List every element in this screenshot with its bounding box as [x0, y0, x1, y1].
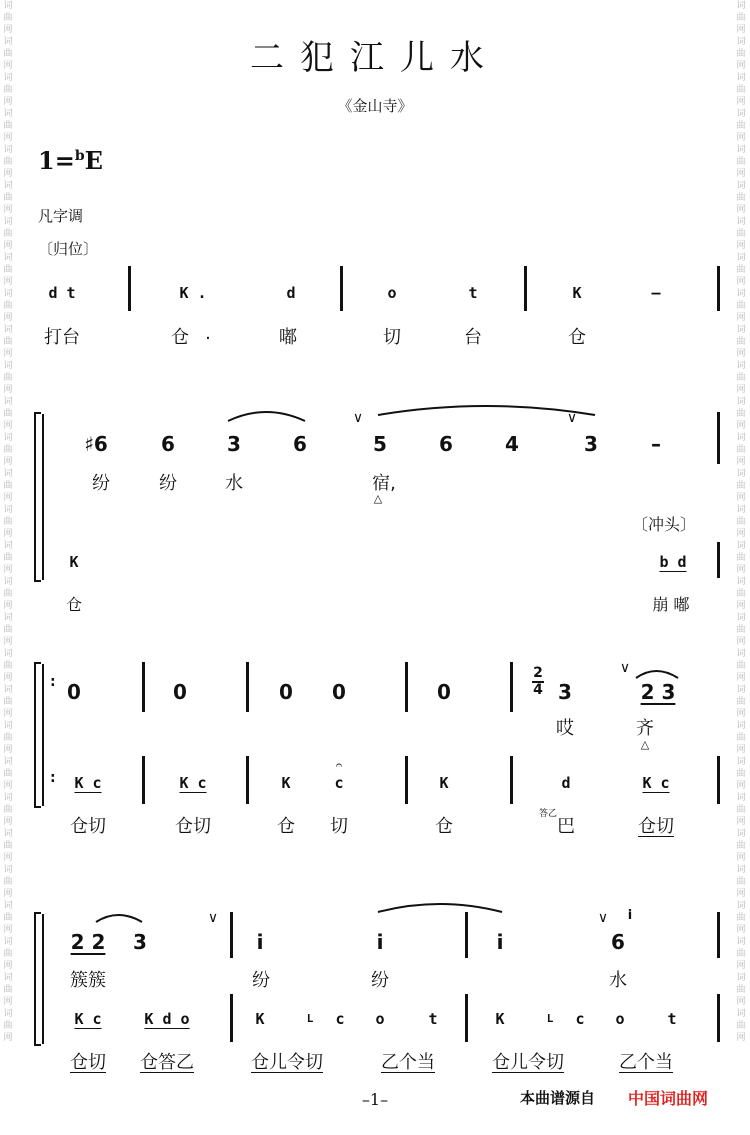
barline: [717, 266, 720, 311]
perc-note: t: [428, 1010, 438, 1028]
perc-note: K d o: [144, 1010, 190, 1028]
perc-note: c: [334, 774, 344, 792]
melody-note: 3: [227, 432, 241, 456]
breath-mark: ∨: [597, 910, 609, 926]
melody-note: i: [496, 930, 504, 954]
perc-note: L: [546, 1012, 554, 1025]
melody-note: 2 3: [640, 680, 676, 704]
barline: [246, 756, 249, 804]
perc-word: 仓: [568, 327, 586, 348]
perc-note: t: [468, 284, 478, 302]
melody-note: –: [651, 432, 661, 456]
perc-note: c: [575, 1010, 585, 1028]
perc-word: 乙个当: [619, 1052, 673, 1073]
perc-note: K c: [74, 774, 102, 792]
perc-note: d: [561, 774, 571, 792]
perc-word: 嘟: [279, 327, 297, 348]
rest: 0: [173, 680, 187, 704]
breath-mark: ∨: [619, 660, 631, 676]
barline: [405, 756, 408, 804]
perc-word: 仓切: [70, 1052, 106, 1073]
perc-note: L: [306, 1012, 314, 1025]
melody-note: 6: [611, 930, 625, 954]
melody-note: 3: [558, 680, 572, 704]
lyric: 簇簇: [70, 970, 106, 991]
repeat-sign: :: [50, 770, 56, 786]
fermata-mark: 𝄐: [335, 758, 343, 772]
perc-word: 仓切: [175, 816, 211, 837]
time-signature: 2 4: [533, 665, 543, 698]
perc-word: 仓答乙: [140, 1052, 194, 1073]
barline: [246, 662, 249, 712]
perc-word: 打台: [44, 327, 80, 348]
perc-word: 仓切: [70, 816, 106, 837]
perc-note: c: [335, 1010, 345, 1028]
perc-note: K: [572, 284, 582, 302]
lyric: 哎: [556, 718, 574, 739]
perc-note: K: [495, 1010, 505, 1028]
opera-name: 《金山寺》: [337, 97, 413, 115]
melody-note: 5: [373, 432, 387, 456]
source-label: 本曲谱源自: [520, 1089, 596, 1107]
lyric: 宿,: [372, 473, 396, 494]
melody-note: 6: [161, 432, 175, 456]
perc-word: 巴: [557, 816, 575, 837]
barline: [510, 756, 513, 804]
barline: [142, 662, 145, 712]
barline: [340, 266, 343, 311]
brand-link[interactable]: 中国词曲网: [628, 1089, 709, 1108]
barline: [128, 266, 131, 311]
rest: 0: [67, 680, 81, 704]
melody-note: 2 2: [70, 930, 106, 954]
barline: [717, 756, 720, 804]
perc-note: b d: [659, 553, 687, 571]
grace-word: 答乙: [538, 809, 558, 819]
perc-note: o: [387, 284, 397, 302]
perc-word: 崩 嘟: [652, 595, 690, 614]
perc-note: K: [281, 774, 291, 792]
lyric: 水: [609, 970, 627, 991]
lyric: 纷: [371, 970, 389, 991]
perc-note: d t: [48, 284, 76, 302]
stress-mark: △: [373, 492, 383, 505]
rest: 0: [279, 680, 293, 704]
melody-note: 3: [584, 432, 598, 456]
rest: 0: [332, 680, 346, 704]
perc-word: 切: [330, 816, 348, 837]
perc-word: 仓切: [638, 816, 674, 837]
perc-note: o: [615, 1010, 625, 1028]
perc-note: K c: [179, 774, 207, 792]
perc-note: t: [667, 1010, 677, 1028]
melody-note: i: [376, 930, 384, 954]
rest: 0: [437, 680, 451, 704]
perc-word: 仓: [171, 327, 189, 348]
melody-note: 6: [293, 432, 307, 456]
section-label: 〔归位〕: [38, 240, 99, 258]
breath-mark: ∨: [352, 410, 364, 426]
key-signature: 1=$^b$E: [38, 146, 103, 175]
barline: [717, 542, 720, 578]
barline: [405, 662, 408, 712]
watermark-right: 词曲网词曲网词曲网词曲网词曲网词曲网词曲网词曲网词曲网词曲网词曲网词曲网词曲网词曲网词曲网词曲网词曲网词曲网词曲网词曲网词曲网词曲网词曲网词曲网词曲网词曲网词曲网词曲网词曲网: [736, 1, 746, 1043]
song-title: 二犯江儿水: [250, 38, 500, 78]
perc-word: 仓: [277, 816, 295, 837]
perc-word: 仓儿令切: [492, 1052, 564, 1073]
lyric: 水: [225, 473, 243, 494]
perc-word: 切: [383, 327, 401, 348]
melody-note: ♯6: [84, 432, 108, 456]
repeat-sign: :: [50, 674, 56, 690]
perc-note: K: [69, 553, 79, 571]
mode-label: 凡字调: [38, 207, 84, 225]
perc-note: o: [375, 1010, 385, 1028]
stress-mark: △: [640, 738, 650, 751]
perc-word: 仓: [65, 595, 83, 614]
grace-note: i: [627, 908, 633, 923]
barline: [524, 266, 527, 311]
slur-mark: [632, 662, 692, 682]
breath-mark: ∨: [566, 410, 578, 426]
perc-note: d: [286, 284, 296, 302]
slur-marks: [0, 900, 750, 940]
perc-word: 台: [464, 327, 482, 348]
melody-note: 6: [439, 432, 453, 456]
perc-note: K: [439, 774, 449, 792]
melody-note: 4: [505, 432, 519, 456]
lyric: 纷: [159, 473, 177, 494]
melody-note: i: [256, 930, 264, 954]
breath-mark: ∨: [207, 910, 219, 926]
melody-note: 3: [133, 930, 147, 954]
watermark-left: 词曲网词曲网词曲网词曲网词曲网词曲网词曲网词曲网词曲网词曲网词曲网词曲网词曲网词曲网词曲网词曲网词曲网词曲网词曲网词曲网词曲网词曲网词曲网词曲网词曲网词曲网词曲网词曲网词曲网: [3, 1, 13, 1043]
page-number: –1–: [361, 1090, 389, 1109]
perc-word: 仓: [435, 816, 453, 837]
perc-note: K .: [179, 284, 207, 302]
lyric: 纷: [252, 970, 270, 991]
barline: [465, 994, 468, 1042]
section-marker: 〔冲头〕: [631, 515, 697, 534]
lyric: 纷: [92, 473, 110, 494]
perc-note: K c: [642, 774, 670, 792]
barline: [717, 994, 720, 1042]
perc-note: K c: [74, 1010, 102, 1028]
perc-word: 仓儿令切: [251, 1052, 323, 1073]
perc-note: K: [255, 1010, 265, 1028]
lyric: 齐: [636, 718, 654, 739]
perc-word: 乙个当: [381, 1052, 435, 1073]
perc-note: –: [651, 284, 661, 302]
barline: [230, 994, 233, 1042]
barline: [510, 662, 513, 712]
perc-word: .: [205, 323, 211, 344]
system-bracket: [34, 662, 41, 808]
barline: [142, 756, 145, 804]
